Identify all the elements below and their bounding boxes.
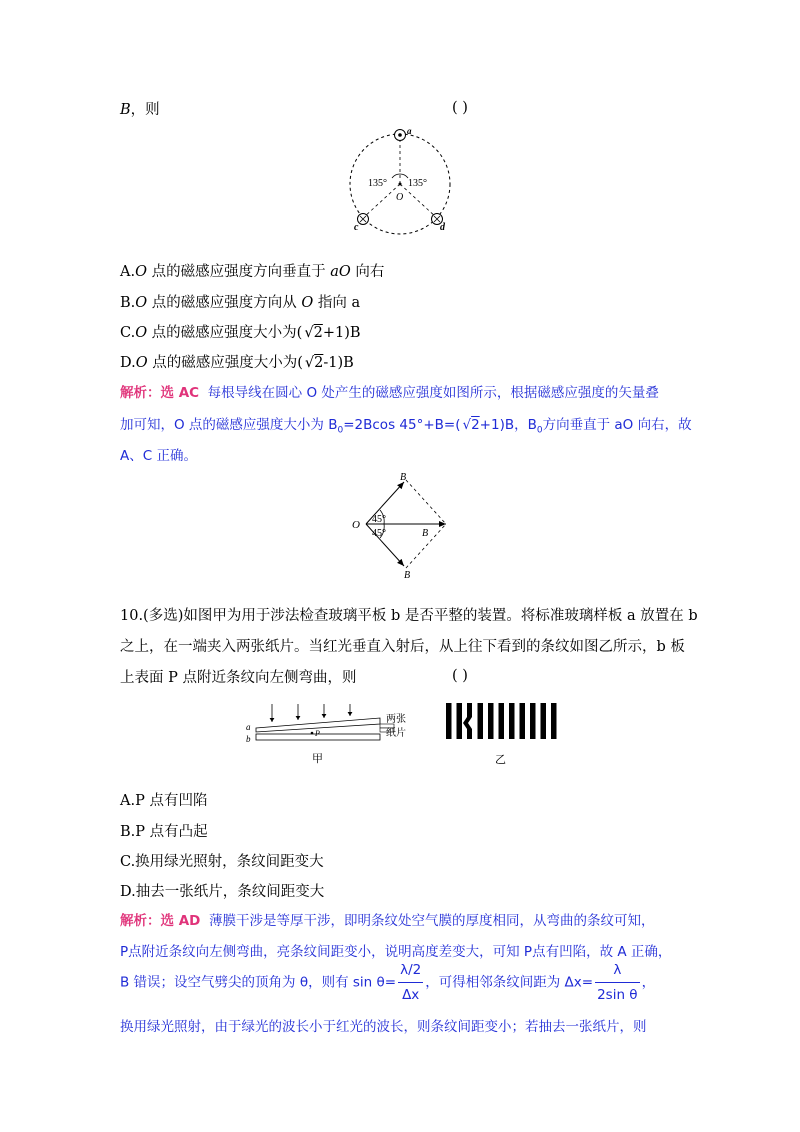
label-angle-left: 135°: [368, 178, 387, 189]
fraction-sin: $\frac{\lambda/2}{\Delta x}$: [398, 958, 423, 1007]
q10-analysis-line2: P点附近条纹向左侧弯曲，亮条纹间距变小，说明高度差变大，可知 P点有凹陷，故 A 正确，: [120, 944, 672, 960]
q9-intro-var: B: [120, 102, 131, 118]
radius-od: [400, 184, 437, 218]
q9-vector-figure: [340, 468, 470, 580]
radius-oc: [363, 184, 400, 218]
label-b-mid: B: [422, 528, 429, 539]
fringe-stripe: [488, 703, 494, 739]
fringe-stripe: [509, 703, 515, 739]
q10-stem-line1: 10.(多选)如图甲为用于涉法检查玻璃平板 b 是否平整的装置。将标准玻璃样板 a 放置在 b: [120, 608, 698, 624]
q10-option-d: D.抽去一张纸片，条纹间距变大: [120, 884, 325, 900]
q9-option-b: B.O 点的磁感应强度方向从 O 指向 a: [120, 295, 361, 311]
q9-answer-paren: ( ): [452, 100, 468, 116]
q10-analysis-line1: 解析：选 AD 薄膜干涉是等厚干涉，即明条纹处空气膜的厚度相同，从弯曲的条纹可知，: [120, 913, 655, 929]
analysis-choice: 选 AD: [160, 913, 201, 929]
fraction-dx: $\frac{\lambda}{\text{2sin θ}}$: [595, 958, 639, 1007]
q10-figure-yi: [440, 703, 560, 769]
q10-option-c: C.换用绿光照射，条纹间距变大: [120, 854, 324, 870]
fringe-stripe: [457, 703, 463, 739]
label-o: O: [396, 192, 404, 203]
q9-intro-text: ，则: [130, 102, 160, 118]
q10-option-b: B.P 点有凸起: [120, 824, 208, 840]
wire-a-dot: [398, 133, 402, 137]
q10-analysis-line3: B 错误；设空气劈尖的顶角为 θ，则有 sin θ= $\frac{\lambda/2}{\Delta x}$ ，可得相邻条纹间距为 Δx= $\frac{\lambda}{\text{2sin θ}}$ ，: [120, 958, 655, 1007]
fringe-stripes: [446, 703, 557, 739]
sqrt-symbol: √2: [304, 355, 324, 371]
label-a: a: [246, 722, 251, 732]
label-angle-down: 45°: [372, 528, 386, 539]
fringe-stripe: [478, 703, 484, 739]
label-o: O: [352, 519, 360, 531]
fringe-stripe: [446, 703, 452, 739]
q9-analysis-line1: 解析：选 AC 每根导线在圆心 O 处产生的磁感应强度如图所示，根据磁感应强度的矢量叠: [120, 385, 659, 401]
fringe-stripe: [530, 703, 536, 739]
q9-intro: [120, 100, 160, 120]
fringe-stripe: [499, 703, 505, 739]
sqrt-symbol: √2: [462, 417, 480, 433]
q9-option-d: D.O 点的磁感应强度大小为( √2-1)B: [120, 355, 354, 371]
analysis-label: 解析：: [120, 385, 161, 401]
fringe-stripe: [541, 703, 547, 739]
label-b-top: B: [400, 472, 407, 483]
fringe-stripe: [463, 703, 472, 739]
label-b-bottom: B: [404, 570, 411, 580]
fringe-stripe: [520, 703, 526, 739]
q10-analysis-line4: 换用绿光照射，由于绿光的波长小于红光的波长，则条纹间距变小；若抽去一张纸片，则: [120, 1019, 647, 1035]
label-paper-2: 纸片: [386, 728, 406, 739]
dashed-top: [406, 480, 446, 524]
label-angle-right: 135°: [408, 178, 427, 189]
q10-option-a: A.P 点有凹陷: [120, 793, 208, 809]
caption-yi: 乙: [495, 754, 506, 766]
center-o-dot: [399, 183, 402, 186]
label-paper-1: 两张: [386, 714, 406, 725]
label-d: d: [440, 222, 445, 233]
sqrt-symbol: √2: [304, 325, 323, 341]
q10-figure-jia: [240, 700, 420, 770]
q10-answer-paren: ( ): [452, 668, 468, 684]
q9-option-a: A.O 点的磁感应强度方向垂直于 aO 向右: [120, 264, 385, 280]
label-a: a: [407, 126, 412, 136]
point-p: [311, 732, 314, 735]
analysis-choice: 选 AC: [160, 385, 200, 401]
q9-option-c: C.O 点的磁感应强度大小为( √2+1)B: [120, 325, 361, 341]
q9-circle-figure: [340, 122, 460, 240]
q9-analysis-line2: 加可知，O 点的磁感应强度大小为 $B_0=2Bcos$ 45°+B=( √2+1)B，$B_0$方向垂直于 aO 向右，故: [120, 417, 692, 436]
label-c: c: [354, 222, 359, 233]
analysis-label: 解析：: [120, 913, 161, 929]
fringe-stripe: [551, 703, 557, 739]
label-b: b: [246, 734, 251, 744]
q10-stem-line2: 之上，在一端夹入两张纸片。当红光垂直入射后，从上往下看到的条纹如图乙所示，b 板: [120, 639, 685, 655]
caption-jia: 甲: [312, 753, 323, 765]
label-angle-up: 45°: [372, 514, 386, 525]
q9-analysis-line3: A、C 正确。: [120, 448, 197, 464]
label-p: P: [315, 729, 320, 738]
q10-stem-line3: 上表面 P 点附近条纹向左侧弯曲，则: [120, 670, 357, 686]
